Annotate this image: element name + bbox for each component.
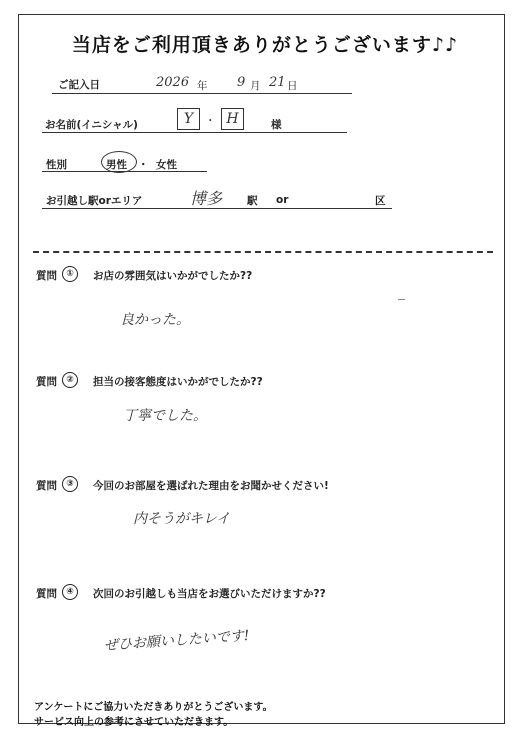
initial-box-1: Y <box>177 108 200 130</box>
q4-label: 質問 <box>36 588 57 600</box>
section-divider <box>33 251 493 253</box>
q1-label: 質問 <box>36 270 57 282</box>
date-label: ご記入日 <box>58 79 100 91</box>
footer-note: サービス向上の参考にさせていただきます。 <box>34 717 234 728</box>
q2-answer: 丁寧でした。 <box>123 408 207 424</box>
date-underline <box>52 93 352 94</box>
station-unit: 駅 <box>247 195 258 207</box>
q4-number: ④ <box>62 584 78 600</box>
footer-thanks: アンケートにご協力いただきありがとうございます。 <box>34 702 273 713</box>
gender-separator: ・ <box>138 159 149 171</box>
station-value: 博多 <box>190 189 223 208</box>
q3-answer: 内そうがキレイ <box>133 511 231 527</box>
station-label: お引越し駅orエリア <box>46 195 143 207</box>
survey-title: 当店をご利用頂きありがとうございます♪♪ <box>71 34 459 56</box>
date-month-value: 9 <box>237 75 246 90</box>
gender-label: 性別 <box>46 159 67 171</box>
date-month-unit: 月 <box>250 80 261 92</box>
q4-answer: ぜひお願いしたいです! <box>103 627 250 654</box>
name-label: お名前(イニシャル) <box>45 119 138 131</box>
q1-text: お店の雰囲気はいかがでしたか?? <box>93 270 253 282</box>
initial-dot: ・ <box>205 115 216 127</box>
station-or: or <box>276 194 289 206</box>
q3-text: 今回のお部屋を選ばれた理由をお聞かせください! <box>93 480 329 492</box>
scan-speck <box>398 299 405 300</box>
q4-text: 次回のお引越しも当店をお選びいただけますか?? <box>93 588 326 600</box>
date-year-value: 2026 <box>156 75 190 90</box>
gender-male-option: 男性 <box>106 159 127 171</box>
q2-number: ② <box>62 372 78 388</box>
initial-box-2: H <box>221 108 244 130</box>
q1-number: ① <box>62 266 78 282</box>
q3-label: 質問 <box>36 480 57 492</box>
date-day-value: 21 <box>269 75 286 90</box>
q1-answer: 良かった。 <box>120 312 190 328</box>
q3-number: ③ <box>62 476 78 492</box>
q2-text: 担当の接客態度はいかがでしたか?? <box>93 376 263 388</box>
gender-female-option: 女性 <box>156 159 177 171</box>
ward-unit: 区 <box>375 195 386 207</box>
date-year-unit: 年 <box>197 80 208 92</box>
name-underline <box>42 132 347 133</box>
name-suffix: 様 <box>271 119 282 131</box>
date-day-unit: 日 <box>287 80 298 92</box>
q2-label: 質問 <box>36 376 57 388</box>
